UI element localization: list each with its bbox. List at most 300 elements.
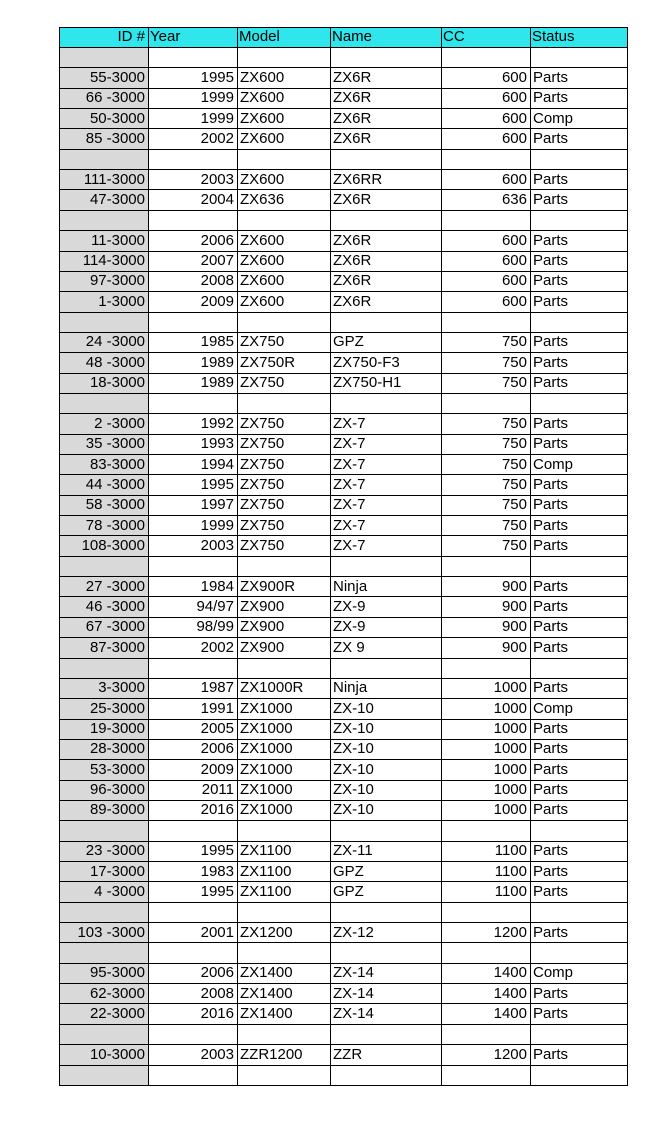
grid-line xyxy=(59,1024,628,1025)
model-cell: ZX750 xyxy=(240,496,285,514)
status-cell: Parts xyxy=(533,597,569,615)
model-cell: ZX750 xyxy=(240,475,285,493)
cc-cell: 750 xyxy=(501,475,527,493)
grid-line xyxy=(59,800,628,801)
grid-line xyxy=(330,27,331,1086)
year-cell: 1995 xyxy=(200,842,234,860)
cc-cell: 750 xyxy=(501,353,527,371)
id-cell: 2 -3000 xyxy=(94,414,145,432)
year-cell: 1983 xyxy=(200,862,234,880)
grid-line xyxy=(59,678,628,679)
name-cell: ZX-10 xyxy=(333,760,374,778)
name-cell: ZX6RR xyxy=(333,170,383,188)
blank-row xyxy=(59,393,627,413)
model-cell: ZX600 xyxy=(240,252,285,269)
cc-cell: 600 xyxy=(501,272,527,290)
cc-cell: 750 xyxy=(501,536,527,554)
id-cell: 111-3000 xyxy=(83,170,145,188)
name-cell: ZX6R xyxy=(333,109,372,127)
id-cell: 4 -3000 xyxy=(94,882,145,900)
cc-cell: 750 xyxy=(501,333,527,351)
status-cell: Parts xyxy=(533,923,569,941)
model-cell: ZX1000 xyxy=(240,720,293,738)
cc-cell: 636 xyxy=(501,190,527,208)
year-cell: 1991 xyxy=(200,699,234,717)
name-cell: ZX6R xyxy=(333,272,372,290)
id-cell: 55-3000 xyxy=(89,68,145,86)
grid-line xyxy=(59,352,628,353)
name-cell: ZX-7 xyxy=(333,435,366,453)
status-cell: Parts xyxy=(533,1045,569,1063)
name-cell: ZX-14 xyxy=(333,984,374,1002)
grid-line xyxy=(59,759,628,760)
cc-cell: 1100 xyxy=(494,842,527,860)
name-cell: ZX750-F3 xyxy=(333,353,400,371)
cc-cell: 1000 xyxy=(493,740,527,758)
grid-line xyxy=(59,27,628,28)
name-cell: ZX6R xyxy=(333,68,372,86)
year-cell: 2002 xyxy=(200,638,234,656)
grid-line xyxy=(59,169,628,170)
cc-cell: 1000 xyxy=(493,801,527,819)
model-cell: ZX1400 xyxy=(240,984,293,1002)
grid-line xyxy=(59,719,628,720)
year-cell: 2008 xyxy=(200,984,234,1002)
grid-line xyxy=(59,373,628,374)
id-cell: 3-3000 xyxy=(98,679,145,697)
grid-line xyxy=(59,189,628,190)
name-cell: ZX-11 xyxy=(333,842,373,860)
grid-line xyxy=(59,230,628,231)
blank-row xyxy=(59,1024,627,1044)
name-cell: ZX-7 xyxy=(333,455,366,473)
status-cell: Comp xyxy=(533,964,574,982)
cc-cell: 900 xyxy=(501,597,527,615)
grid-line xyxy=(59,841,628,842)
status-cell: Parts xyxy=(533,353,569,371)
status-cell: Parts xyxy=(533,720,569,738)
name-cell: ZX-10 xyxy=(333,781,374,799)
status-cell: Comp xyxy=(533,455,574,473)
model-cell: ZX750 xyxy=(240,516,285,534)
cc-cell: 600 xyxy=(501,129,527,147)
name-cell: ZX-9 xyxy=(333,597,366,615)
status-cell: Parts xyxy=(533,272,569,290)
name-cell: GPZ xyxy=(333,882,364,900)
id-cell: 103 -3000 xyxy=(77,923,145,941)
year-cell: 1994 xyxy=(200,455,234,473)
grid-line xyxy=(59,1003,628,1004)
year-cell: 2009 xyxy=(200,760,234,778)
status-cell: Parts xyxy=(533,536,569,554)
grid-line xyxy=(59,535,628,536)
model-cell: ZX1000 xyxy=(240,801,293,819)
grid-line xyxy=(59,271,628,272)
cc-cell: 600 xyxy=(501,170,527,188)
id-cell: 108-3000 xyxy=(81,536,145,554)
header-year: Year xyxy=(150,28,181,45)
year-cell: 1999 xyxy=(200,516,234,534)
year-cell: 2003 xyxy=(200,1045,234,1063)
name-cell: ZX-10 xyxy=(333,740,374,758)
grid-line xyxy=(59,658,628,659)
cc-cell: 1100 xyxy=(494,862,527,880)
name-cell: ZX-7 xyxy=(333,536,366,554)
year-cell: 1984 xyxy=(200,577,234,595)
grid-line xyxy=(59,637,628,638)
cc-cell: 1000 xyxy=(493,781,527,799)
year-cell: 98/99 xyxy=(196,618,234,636)
cc-cell: 1200 xyxy=(493,1045,527,1063)
id-cell: 67 -3000 xyxy=(85,618,145,636)
name-cell: ZX6R xyxy=(333,231,372,249)
name-cell: ZX-10 xyxy=(333,699,374,717)
status-cell: Parts xyxy=(533,618,569,636)
year-cell: 2006 xyxy=(200,231,234,249)
model-cell: ZX1100 xyxy=(240,862,292,880)
year-cell: 2011 xyxy=(201,781,234,799)
year-cell: 2016 xyxy=(200,801,234,819)
id-cell: 58 -3000 xyxy=(85,496,145,514)
header-status: Status xyxy=(532,28,575,45)
name-cell: ZX6R xyxy=(333,252,372,269)
model-cell: ZX900 xyxy=(240,597,285,615)
grid-line xyxy=(59,902,628,903)
model-cell: ZX1000 xyxy=(240,740,293,758)
grid-line xyxy=(59,454,628,455)
name-cell: ZX-9 xyxy=(333,618,366,636)
name-cell: GPZ xyxy=(333,333,364,351)
cc-cell: 750 xyxy=(501,435,527,453)
cc-cell: 1200 xyxy=(493,923,527,941)
status-cell: Parts xyxy=(533,842,569,860)
year-cell: 94/97 xyxy=(196,597,234,615)
grid-line xyxy=(59,128,628,129)
year-cell: 2006 xyxy=(200,740,234,758)
status-cell: Parts xyxy=(533,577,569,595)
cc-cell: 1000 xyxy=(493,699,527,717)
name-cell: ZX750-H1 xyxy=(333,374,402,392)
blank-row xyxy=(59,902,627,922)
grid-line xyxy=(441,27,442,1086)
grid-line xyxy=(59,1065,628,1066)
model-cell: ZX750 xyxy=(240,414,285,432)
id-cell: 62-3000 xyxy=(89,984,145,1002)
model-cell: ZX750R xyxy=(240,353,296,371)
cc-cell: 1400 xyxy=(493,984,527,1002)
cc-cell: 600 xyxy=(501,89,527,107)
status-cell: Parts xyxy=(533,679,569,697)
status-cell: Parts xyxy=(533,781,569,799)
year-cell: 2016 xyxy=(200,1004,234,1022)
status-cell: Comp xyxy=(533,699,574,717)
grid-line xyxy=(59,556,628,557)
id-cell: 87-3000 xyxy=(89,638,145,656)
grid-line xyxy=(59,881,628,882)
year-cell: 1993 xyxy=(200,435,234,453)
id-cell: 89-3000 xyxy=(89,801,145,819)
id-cell: 28-3000 xyxy=(89,740,145,758)
model-cell: ZX1200 xyxy=(240,923,293,941)
id-cell: 50-3000 xyxy=(89,109,145,127)
model-cell: ZX1100 xyxy=(240,882,292,900)
blank-row xyxy=(59,556,627,576)
blank-row xyxy=(59,312,627,332)
name-cell: ZX-12 xyxy=(333,923,374,941)
grid-line xyxy=(59,515,628,516)
model-cell: ZX600 xyxy=(240,109,285,127)
cc-cell: 750 xyxy=(501,496,527,514)
id-cell: 47-3000 xyxy=(89,190,145,208)
status-cell: Parts xyxy=(533,333,569,351)
year-cell: 1997 xyxy=(200,496,234,514)
name-cell: ZX-7 xyxy=(333,516,366,534)
year-cell: 1985 xyxy=(200,333,234,351)
grid-line xyxy=(59,47,628,48)
id-cell: 19-3000 xyxy=(89,720,145,738)
header-name: Name xyxy=(332,28,373,45)
status-cell: Parts xyxy=(533,801,569,819)
grid-line xyxy=(59,1085,628,1086)
model-cell: ZX900R xyxy=(240,577,296,595)
grid-line xyxy=(627,27,628,1086)
grid-line xyxy=(59,942,628,943)
id-cell: 35 -3000 xyxy=(85,435,145,453)
id-cell: 97-3000 xyxy=(89,272,145,290)
status-cell: Parts xyxy=(533,129,569,147)
cc-cell: 1000 xyxy=(493,760,527,778)
grid-line xyxy=(59,698,628,699)
name-cell: Ninja xyxy=(333,679,368,697)
blank-row xyxy=(59,942,627,962)
status-cell: Parts xyxy=(533,862,569,880)
grid-line xyxy=(59,291,628,292)
model-cell: ZX636 xyxy=(240,190,285,208)
model-cell: ZX600 xyxy=(240,129,285,147)
status-cell: Parts xyxy=(533,435,569,453)
cc-cell: 600 xyxy=(501,68,527,86)
id-cell: 114-3000 xyxy=(82,252,145,269)
status-cell: Parts xyxy=(533,882,569,900)
status-cell: Parts xyxy=(533,68,569,86)
cc-cell: 600 xyxy=(501,292,527,310)
id-cell: 96-3000 xyxy=(89,781,145,799)
name-cell: ZZR xyxy=(333,1045,363,1063)
name-cell: GPZ xyxy=(333,862,364,880)
cc-cell: 900 xyxy=(501,618,527,636)
name-cell: ZX-14 xyxy=(333,964,374,982)
status-cell: Comp xyxy=(533,109,574,127)
grid-line xyxy=(59,963,628,964)
status-cell: Parts xyxy=(533,414,569,432)
year-cell: 2005 xyxy=(200,720,234,738)
year-cell: 1987 xyxy=(200,679,234,697)
year-cell: 1999 xyxy=(200,89,234,107)
id-cell: 83-3000 xyxy=(89,455,145,473)
status-cell: Parts xyxy=(533,89,569,107)
grid-line xyxy=(148,27,149,1086)
status-cell: Parts xyxy=(533,292,569,310)
grid-line xyxy=(59,27,60,1086)
cc-cell: 1000 xyxy=(493,720,527,738)
id-cell: 18-3000 xyxy=(89,374,145,392)
model-cell: ZX600 xyxy=(240,292,285,310)
year-cell: 2001 xyxy=(200,923,234,941)
model-cell: ZX1000 xyxy=(240,760,293,778)
model-cell: ZX600 xyxy=(240,68,285,86)
status-cell: Parts xyxy=(533,252,569,269)
id-cell: 1-3000 xyxy=(98,292,145,310)
grid-line xyxy=(59,922,628,923)
grid-line xyxy=(59,67,628,68)
cc-cell: 900 xyxy=(501,577,527,595)
year-cell: 2008 xyxy=(200,272,234,290)
model-cell: ZX1400 xyxy=(240,964,293,982)
cc-cell: 1400 xyxy=(493,1004,527,1022)
grid-line xyxy=(59,495,628,496)
name-cell: ZX 9 xyxy=(333,638,365,656)
id-cell: 66 -3000 xyxy=(85,89,145,107)
header-model: Model xyxy=(239,28,280,45)
model-cell: ZX750 xyxy=(240,333,285,351)
cc-cell: 600 xyxy=(501,109,527,127)
model-cell: ZX750 xyxy=(240,536,285,554)
grid-line xyxy=(59,88,628,89)
blank-row xyxy=(59,47,627,67)
header-id: ID # xyxy=(117,28,145,45)
cc-cell: 600 xyxy=(501,231,527,249)
year-cell: 2009 xyxy=(200,292,234,310)
id-cell: 95-3000 xyxy=(89,964,145,982)
status-cell: Parts xyxy=(533,984,569,1002)
year-cell: 1999 xyxy=(200,109,234,127)
cc-cell: 600 xyxy=(501,252,527,269)
grid-line xyxy=(59,149,628,150)
id-cell: 85 -3000 xyxy=(85,129,145,147)
id-cell: 53-3000 xyxy=(89,760,145,778)
status-cell: Parts xyxy=(533,190,569,208)
name-cell: ZX6R xyxy=(333,129,372,147)
grid-line xyxy=(237,27,238,1086)
blank-row xyxy=(59,210,627,230)
year-cell: 2003 xyxy=(200,170,234,188)
grid-line xyxy=(530,27,531,1086)
grid-line xyxy=(59,780,628,781)
name-cell: Ninja xyxy=(333,577,368,595)
grid-line xyxy=(59,332,628,333)
grid-line xyxy=(59,739,628,740)
status-cell: Parts xyxy=(533,638,569,656)
blank-row xyxy=(59,149,627,169)
status-cell: Parts xyxy=(533,170,569,188)
year-cell: 2004 xyxy=(200,190,234,208)
cc-cell: 750 xyxy=(501,374,527,392)
id-cell: 78 -3000 xyxy=(85,516,145,534)
model-cell: ZX600 xyxy=(240,231,285,249)
name-cell: ZX6R xyxy=(333,89,372,107)
status-cell: Parts xyxy=(533,516,569,534)
grid-line xyxy=(59,251,628,252)
grid-line xyxy=(59,108,628,109)
cc-cell: 1400 xyxy=(493,964,527,982)
id-cell: 11-3000 xyxy=(91,231,145,249)
model-cell: ZX1400 xyxy=(240,1004,293,1022)
year-cell: 2002 xyxy=(200,129,234,147)
id-cell: 10-3000 xyxy=(89,1045,145,1063)
header-cc: CC xyxy=(443,28,465,45)
status-cell: Parts xyxy=(533,760,569,778)
id-cell: 27 -3000 xyxy=(85,577,145,595)
status-cell: Parts xyxy=(533,374,569,392)
year-cell: 1989 xyxy=(200,374,234,392)
model-cell: ZX750 xyxy=(240,374,285,392)
cc-cell: 1100 xyxy=(494,882,527,900)
status-cell: Parts xyxy=(533,496,569,514)
name-cell: ZX-7 xyxy=(333,475,366,493)
name-cell: ZX-7 xyxy=(333,414,366,432)
grid-line xyxy=(59,474,628,475)
id-cell: 48 -3000 xyxy=(85,353,145,371)
name-cell: ZX-14 xyxy=(333,1004,374,1022)
year-cell: 1995 xyxy=(200,882,234,900)
grid-line xyxy=(59,596,628,597)
grid-line xyxy=(59,820,628,821)
status-cell: Parts xyxy=(533,475,569,493)
status-cell: Parts xyxy=(533,231,569,249)
grid-line xyxy=(59,983,628,984)
model-cell: ZX600 xyxy=(240,272,285,290)
model-cell: ZZR1200 xyxy=(240,1045,303,1063)
id-cell: 44 -3000 xyxy=(85,475,145,493)
cc-cell: 1000 xyxy=(493,679,527,697)
model-cell: ZX1100 xyxy=(240,842,292,860)
id-cell: 17-3000 xyxy=(89,862,145,880)
name-cell: ZX-10 xyxy=(333,801,374,819)
id-cell: 24 -3000 xyxy=(85,333,145,351)
year-cell: 1995 xyxy=(200,475,234,493)
model-cell: ZX600 xyxy=(240,89,285,107)
name-cell: ZX6R xyxy=(333,292,372,310)
id-cell: 46 -3000 xyxy=(85,597,145,615)
model-cell: ZX600 xyxy=(240,170,285,188)
grid-line xyxy=(59,413,628,414)
name-cell: ZX6R xyxy=(333,190,372,208)
blank-row xyxy=(59,1065,627,1085)
id-cell: 22-3000 xyxy=(89,1004,145,1022)
year-cell: 2003 xyxy=(200,536,234,554)
model-cell: ZX1000R xyxy=(240,679,304,697)
name-cell: ZX-10 xyxy=(333,720,374,738)
year-cell: 2006 xyxy=(200,964,234,982)
status-cell: Parts xyxy=(533,740,569,758)
id-cell: 25-3000 xyxy=(89,699,145,717)
cc-cell: 750 xyxy=(501,455,527,473)
year-cell: 1989 xyxy=(200,353,234,371)
model-cell: ZX1000 xyxy=(240,781,293,799)
model-cell: ZX900 xyxy=(240,618,285,636)
model-cell: ZX1000 xyxy=(240,699,293,717)
model-cell: ZX750 xyxy=(240,435,285,453)
model-cell: ZX750 xyxy=(240,455,285,473)
name-cell: ZX-7 xyxy=(333,496,366,514)
grid-line xyxy=(59,210,628,211)
blank-row xyxy=(59,658,627,678)
id-cell: 23 -3000 xyxy=(85,842,145,860)
year-cell: 1992 xyxy=(200,414,234,432)
cc-cell: 750 xyxy=(501,516,527,534)
status-cell: Parts xyxy=(533,1004,569,1022)
cc-cell: 900 xyxy=(501,638,527,656)
